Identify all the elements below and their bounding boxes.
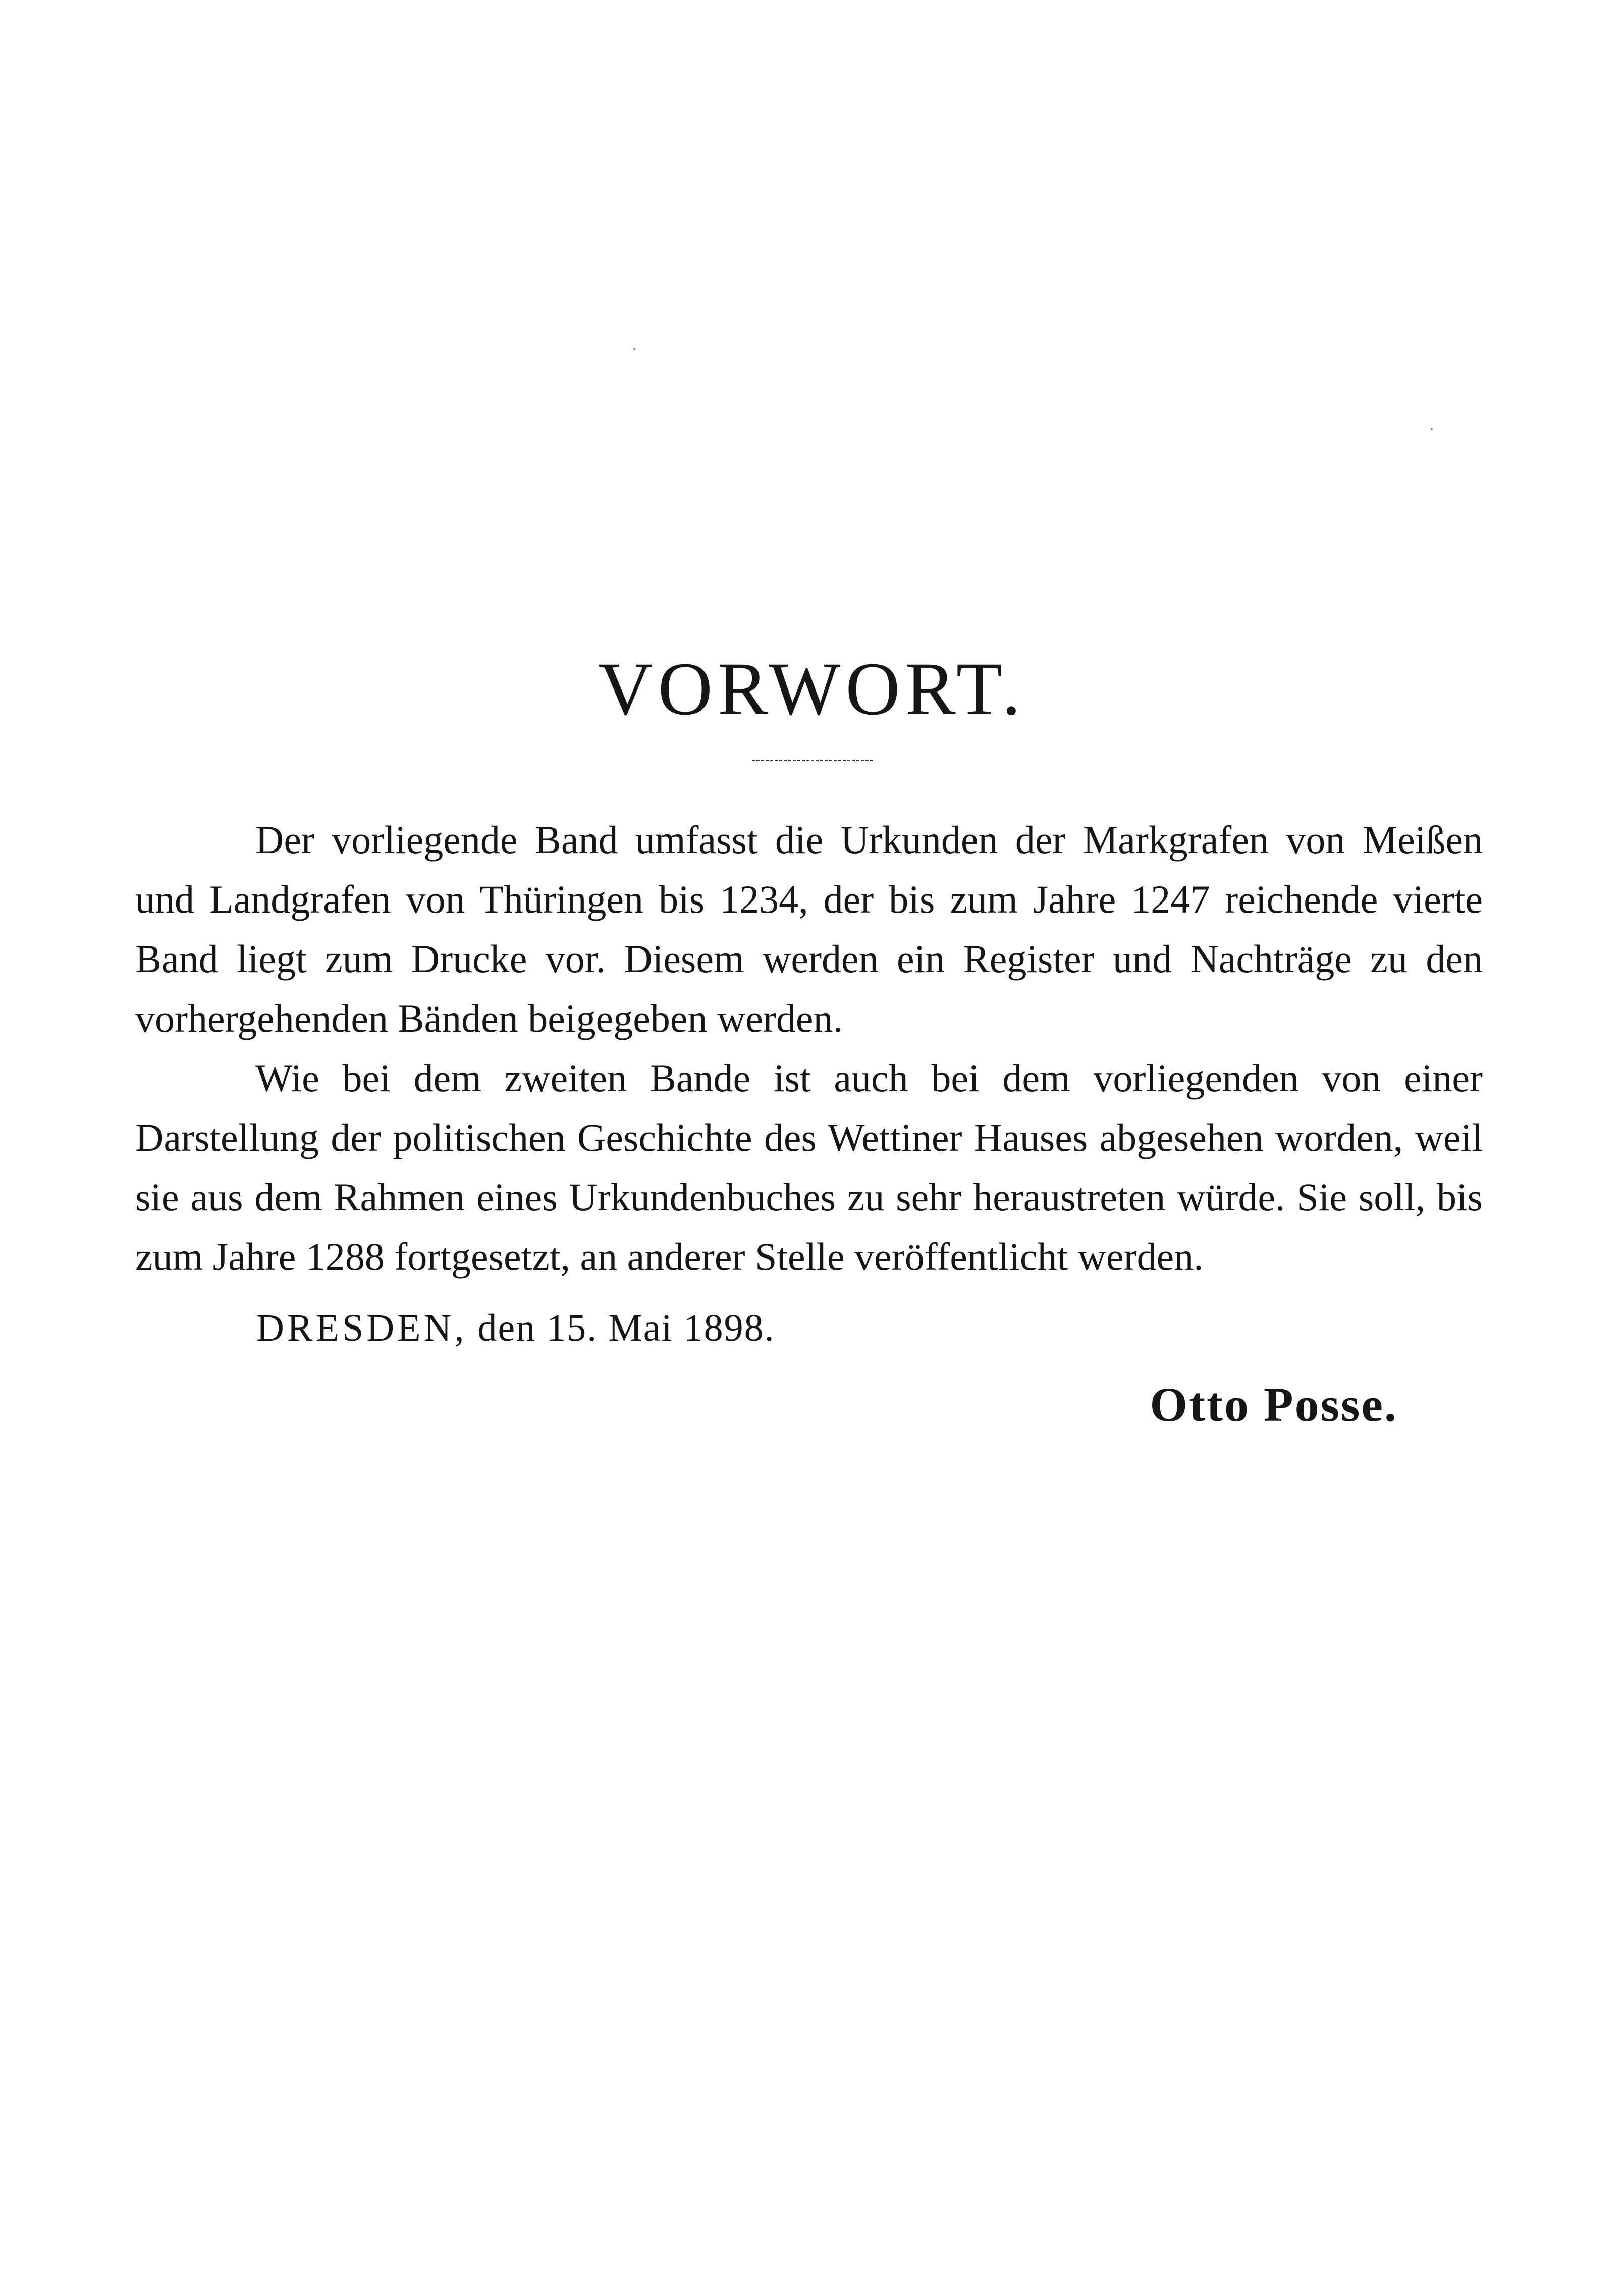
dateline-place: DRESDEN,: [256, 1307, 467, 1349]
paragraph: Der vorliegende Band umfasst die Urkunden der Markgrafen von Meißen und Landgrafen von Thüringen bis 1234, der bis zum Jahre 1247 reichende vierte Band liegt zum Drucke vor. Diesem werden ein Register und Nachträge zu den vorhergehenden Bänden beigegeben werden.: [135, 818, 1483, 1040]
title-divider: [752, 760, 873, 761]
paragraph: Wie bei dem zweiten Bande ist auch bei dem vorliegenden von einer Darstellung der politischen Geschichte des Wettiner Hauses abgesehen worden, weil sie aus dem Rahmen eines Urkundenbuches zu sehr heraustreten würde. Sie soll, bis zum Jahre 1288 fortgesetzt, an anderer Stelle veröffentlicht werden.: [135, 1056, 1483, 1279]
paper-speck: [1431, 428, 1433, 430]
paper-speck: [633, 348, 635, 350]
dateline-date: den 15. Mai 1898.: [477, 1307, 775, 1349]
page-title: VORWORT.: [598, 647, 1026, 731]
dateline: [256, 1307, 775, 1350]
preface-body: [135, 810, 1483, 1287]
author-signature: Otto Posse.: [1150, 1377, 1398, 1431]
